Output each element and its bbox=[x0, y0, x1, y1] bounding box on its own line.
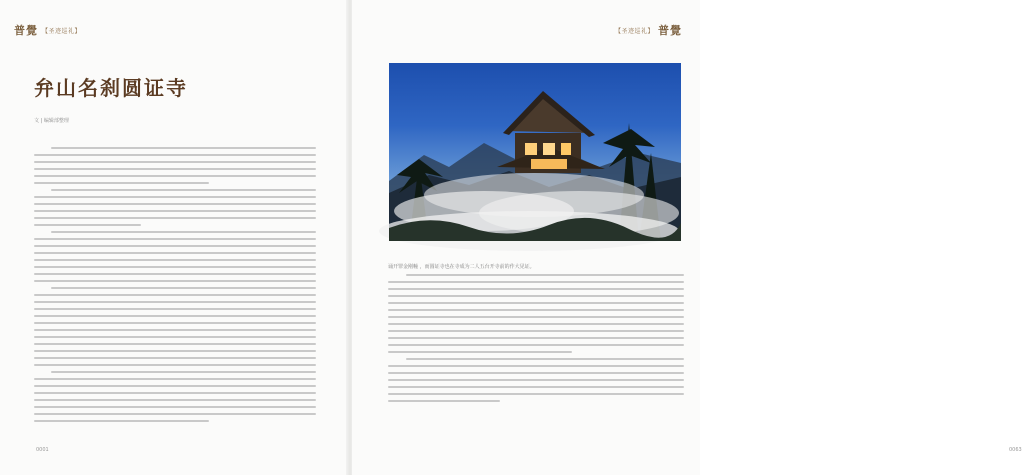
article-byline: 文 | 编辑部整理 bbox=[34, 118, 69, 124]
page-number-right: 0063 bbox=[1009, 447, 1022, 453]
running-head-right bbox=[615, 22, 682, 38]
article-title: 弁山名刹圆证寺 bbox=[34, 76, 188, 100]
page-number-left: 0001 bbox=[36, 447, 49, 453]
magazine-logo-right: 普覺 bbox=[658, 24, 682, 37]
temple-photo bbox=[389, 63, 681, 241]
running-head-left bbox=[14, 22, 81, 38]
body-text-left bbox=[34, 147, 316, 427]
column-name-right: 【圣迹巡礼】 bbox=[614, 27, 654, 35]
continued-first-line: 诵开罪金刚幢 ，而圆证寺也在寺成为二人五台开寺前的作大见证。 bbox=[388, 264, 535, 270]
column-name: 【圣迹巡礼】 bbox=[42, 27, 82, 35]
magazine-logo: 普覺 bbox=[14, 24, 38, 37]
body-text-right bbox=[388, 264, 684, 407]
left-page bbox=[0, 0, 348, 475]
